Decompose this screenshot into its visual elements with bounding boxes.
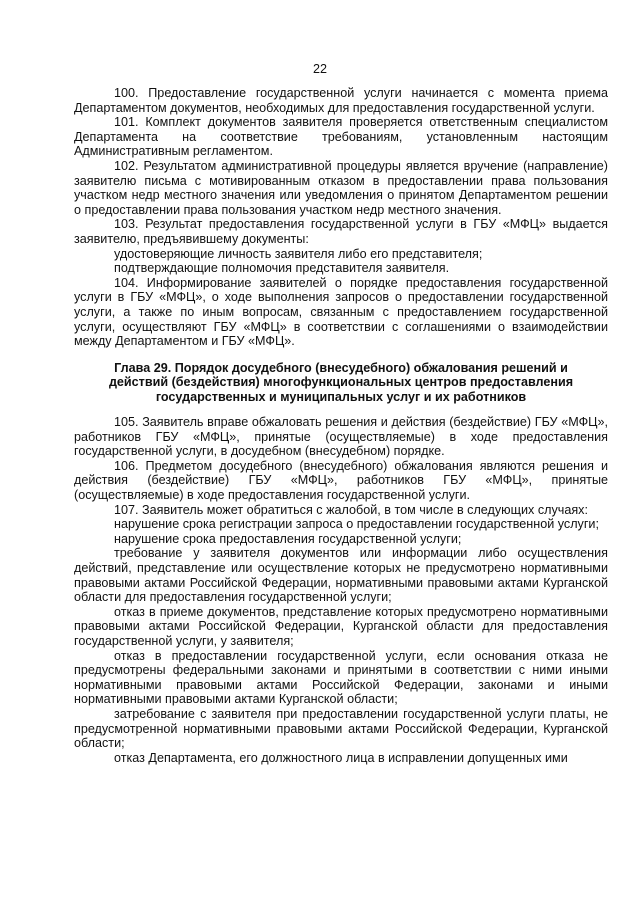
paragraph-103-item-2: подтверждающие полномочия представителя заявителя. bbox=[114, 261, 450, 276]
paragraph-103: 103. Результат предоставления государственной услуги в ГБУ «МФЦ» выдается заявителю, предъявившему документы: bbox=[74, 217, 608, 246]
paragraph-107-item-7: отказ Департамента, его должностного лица в исправлении допущенных ими bbox=[114, 750, 568, 765]
paragraph-107-item-4: отказ в приеме документов, представление которых предусмотрено нормативными правовыми актами Российской Федерации, Курганской области для предоставления государственной услуги, у заявителя; bbox=[74, 604, 608, 648]
paragraph-107-item-2: нарушение срока предоставления государственной услуги; bbox=[114, 531, 462, 546]
paragraph-107-item-6: затребование с заявителя при предоставлении государственной услуги платы, не предусмотренной нормативными правовыми актами Российской Федерации, Курганской области; bbox=[74, 706, 608, 751]
paragraph-107-item-1: нарушение срока регистрации запроса о предоставлении государственной услуги; bbox=[114, 517, 599, 532]
document-body bbox=[74, 86, 608, 765]
paragraph-103-item-1: удостоверяющие личность заявителя либо его представителя; bbox=[114, 246, 483, 261]
paragraph-106: 106. Предметом досудебного (внесудебного) обжалования являются решения и действия (бездействие) ГБУ «МФЦ», работников ГБУ «МФЦ», принятые (осуществляемые) в ходе предоставления государственной услуги. bbox=[74, 458, 608, 503]
paragraph-105: 105. Заявитель вправе обжаловать решения и действия (бездействие) ГБУ «МФЦ», работников ГБУ «МФЦ», принятые (осуществляемые) в ходе предоставления государственной услуги, в досудебном (внесудебном) порядке. bbox=[74, 415, 608, 459]
paragraph-107-item-3: требование у заявителя документов или информации либо осуществления действий, представление или осуществление которых не предусмотрено нормативными правовыми актами Российской Федерации, нормативными правовыми актами Курганской области для предоставления государственной услуги; bbox=[74, 546, 608, 605]
chapter-title: Глава 29. Порядок досудебного (внесудебного) обжалования решений и действий (бездействия) многофункциональных центров предоставления государственных и муниципальных услуг и их работников bbox=[108, 360, 574, 405]
paragraph-101: 101. Комплект документов заявителя проверяется ответственным специалистом Департамента на соответствие требованиям, установленным настоящим Административным регламентом. bbox=[74, 115, 608, 159]
paragraph-100: 100. Предоставление государственной услуги начинается с момента приема Департаментом документов, необходимых для предоставления государственной услуги. bbox=[74, 86, 608, 115]
paragraph-107-item-5: отказ в предоставлении государственной услуги, если основания отказа не предусмотрены федеральными законами и принятыми в соответствии с ними иными нормативными правовыми актами Российской Федерации, законами и иными нормативными правовыми актами Курганской области; bbox=[74, 648, 608, 707]
paragraph-102: 102. Результатом административной процедуры является вручение (направление) заявителю письма с мотивированным отказом в предоставлении права пользования участком недр местного значения или уведомления о принятом Департаментом решении о предоставлении права пользования участком недр местного значения. bbox=[74, 158, 608, 217]
paragraph-104: 104. Информирование заявителей о порядке предоставления государственной услуги в ГБУ «МФЦ», о ходе выполнения запросов о предоставлении государственной услуги, а также по иным вопросам, связанным с предоставлением государственной услуги, осуществляют ГБУ «МФЦ» в соответствии с соглашениями о взаимодействии между Департаментом и ГБУ «МФЦ». bbox=[74, 275, 608, 349]
page-number: 22 bbox=[312, 62, 327, 76]
paragraph-107: 107. Заявитель может обратиться с жалобой, в том числе в следующих случаях: bbox=[114, 502, 588, 517]
